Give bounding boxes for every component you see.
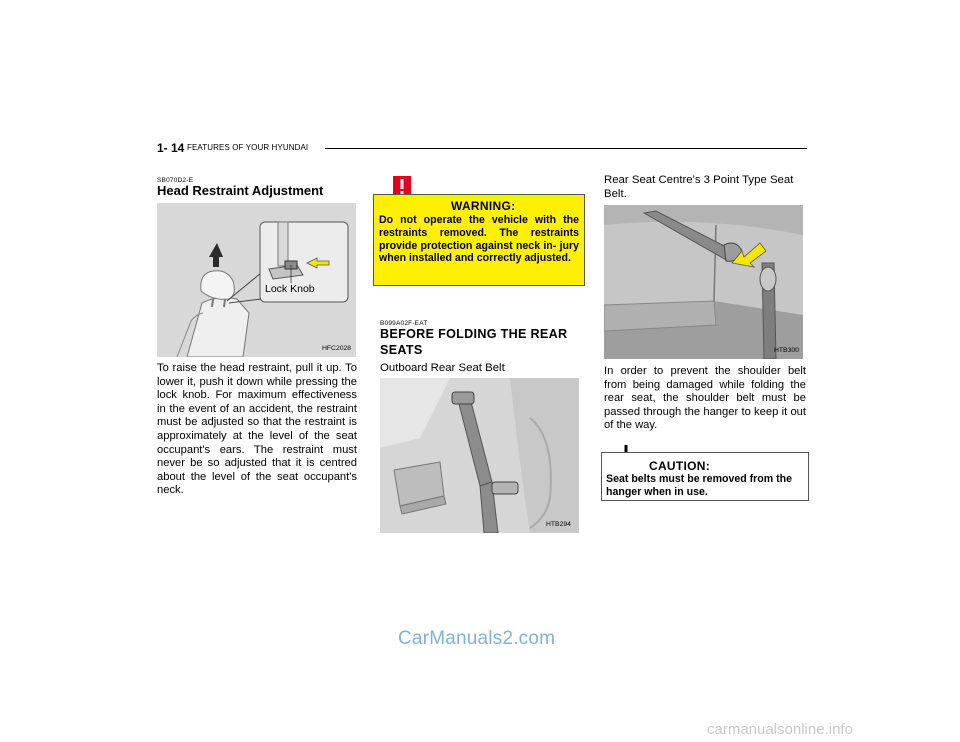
lock-knob-label: Lock Knob bbox=[265, 283, 315, 295]
left-section-code: SB070D2-E bbox=[157, 177, 194, 184]
caution-title: CAUTION: bbox=[649, 459, 711, 473]
head-restraint-illustration bbox=[157, 203, 356, 357]
warning-text: Do not operate the vehicle with the restraints removed. The restraints provide protection against neck in- jury when installed and correctly adjusted. bbox=[379, 214, 579, 265]
centre-belt-illustration bbox=[604, 205, 803, 359]
middle-section-subtitle: Outboard Rear Seat Belt bbox=[380, 362, 505, 374]
outboard-belt-illustration bbox=[380, 378, 579, 533]
right-body-text: In order to prevent the shoulder belt from being damaged while folding the rear seat, the shoulder belt must be passed through the hanger to keep it out of the way. bbox=[604, 365, 806, 432]
caution-text: Seat belts must be removed from the hanger when in use. bbox=[606, 473, 793, 498]
middle-section-code: B099A02F-EAT bbox=[380, 320, 428, 327]
right-heading: Rear Seat Centre's 3 Point Type Seat Belt. bbox=[604, 174, 794, 200]
head-restraint-figure bbox=[157, 203, 356, 357]
middle-figure-code: HTB294 bbox=[546, 521, 571, 528]
middle-section-title: BEFORE FOLDING THE REAR SEATS bbox=[380, 327, 568, 357]
right-figure-code: HTB300 bbox=[774, 347, 799, 354]
warning-box bbox=[373, 194, 585, 286]
outboard-belt-figure bbox=[380, 378, 579, 533]
header-rule bbox=[325, 148, 807, 149]
head-restraint-text: To raise the head restraint, pull it up. To lower it, push it down while pressing the lock knob. For maximum effectiveness in the event of an accident, the restraint must be adjusted so that the restraint is approximately at the level of the seat occupant's ears. The restraint must never be so adjusted that it is centred about the level of the seat occupant's neck. bbox=[157, 362, 357, 497]
warning-title: WARNING: bbox=[451, 199, 516, 213]
page-number: 1- 14 bbox=[157, 141, 185, 155]
watermark-carmanuals2[interactable]: CarManuals2.com bbox=[398, 628, 556, 649]
warning-icon bbox=[393, 176, 411, 196]
left-figure-code: HFC2028 bbox=[322, 345, 352, 352]
watermark-carmanualsonline[interactable]: carmanualsonline.info bbox=[707, 721, 853, 738]
left-section-title: Head Restraint Adjustment bbox=[157, 183, 324, 198]
section-title: FEATURES OF YOUR HYUNDAI bbox=[187, 143, 309, 152]
centre-belt-figure bbox=[604, 205, 803, 359]
caution-box bbox=[601, 452, 809, 501]
